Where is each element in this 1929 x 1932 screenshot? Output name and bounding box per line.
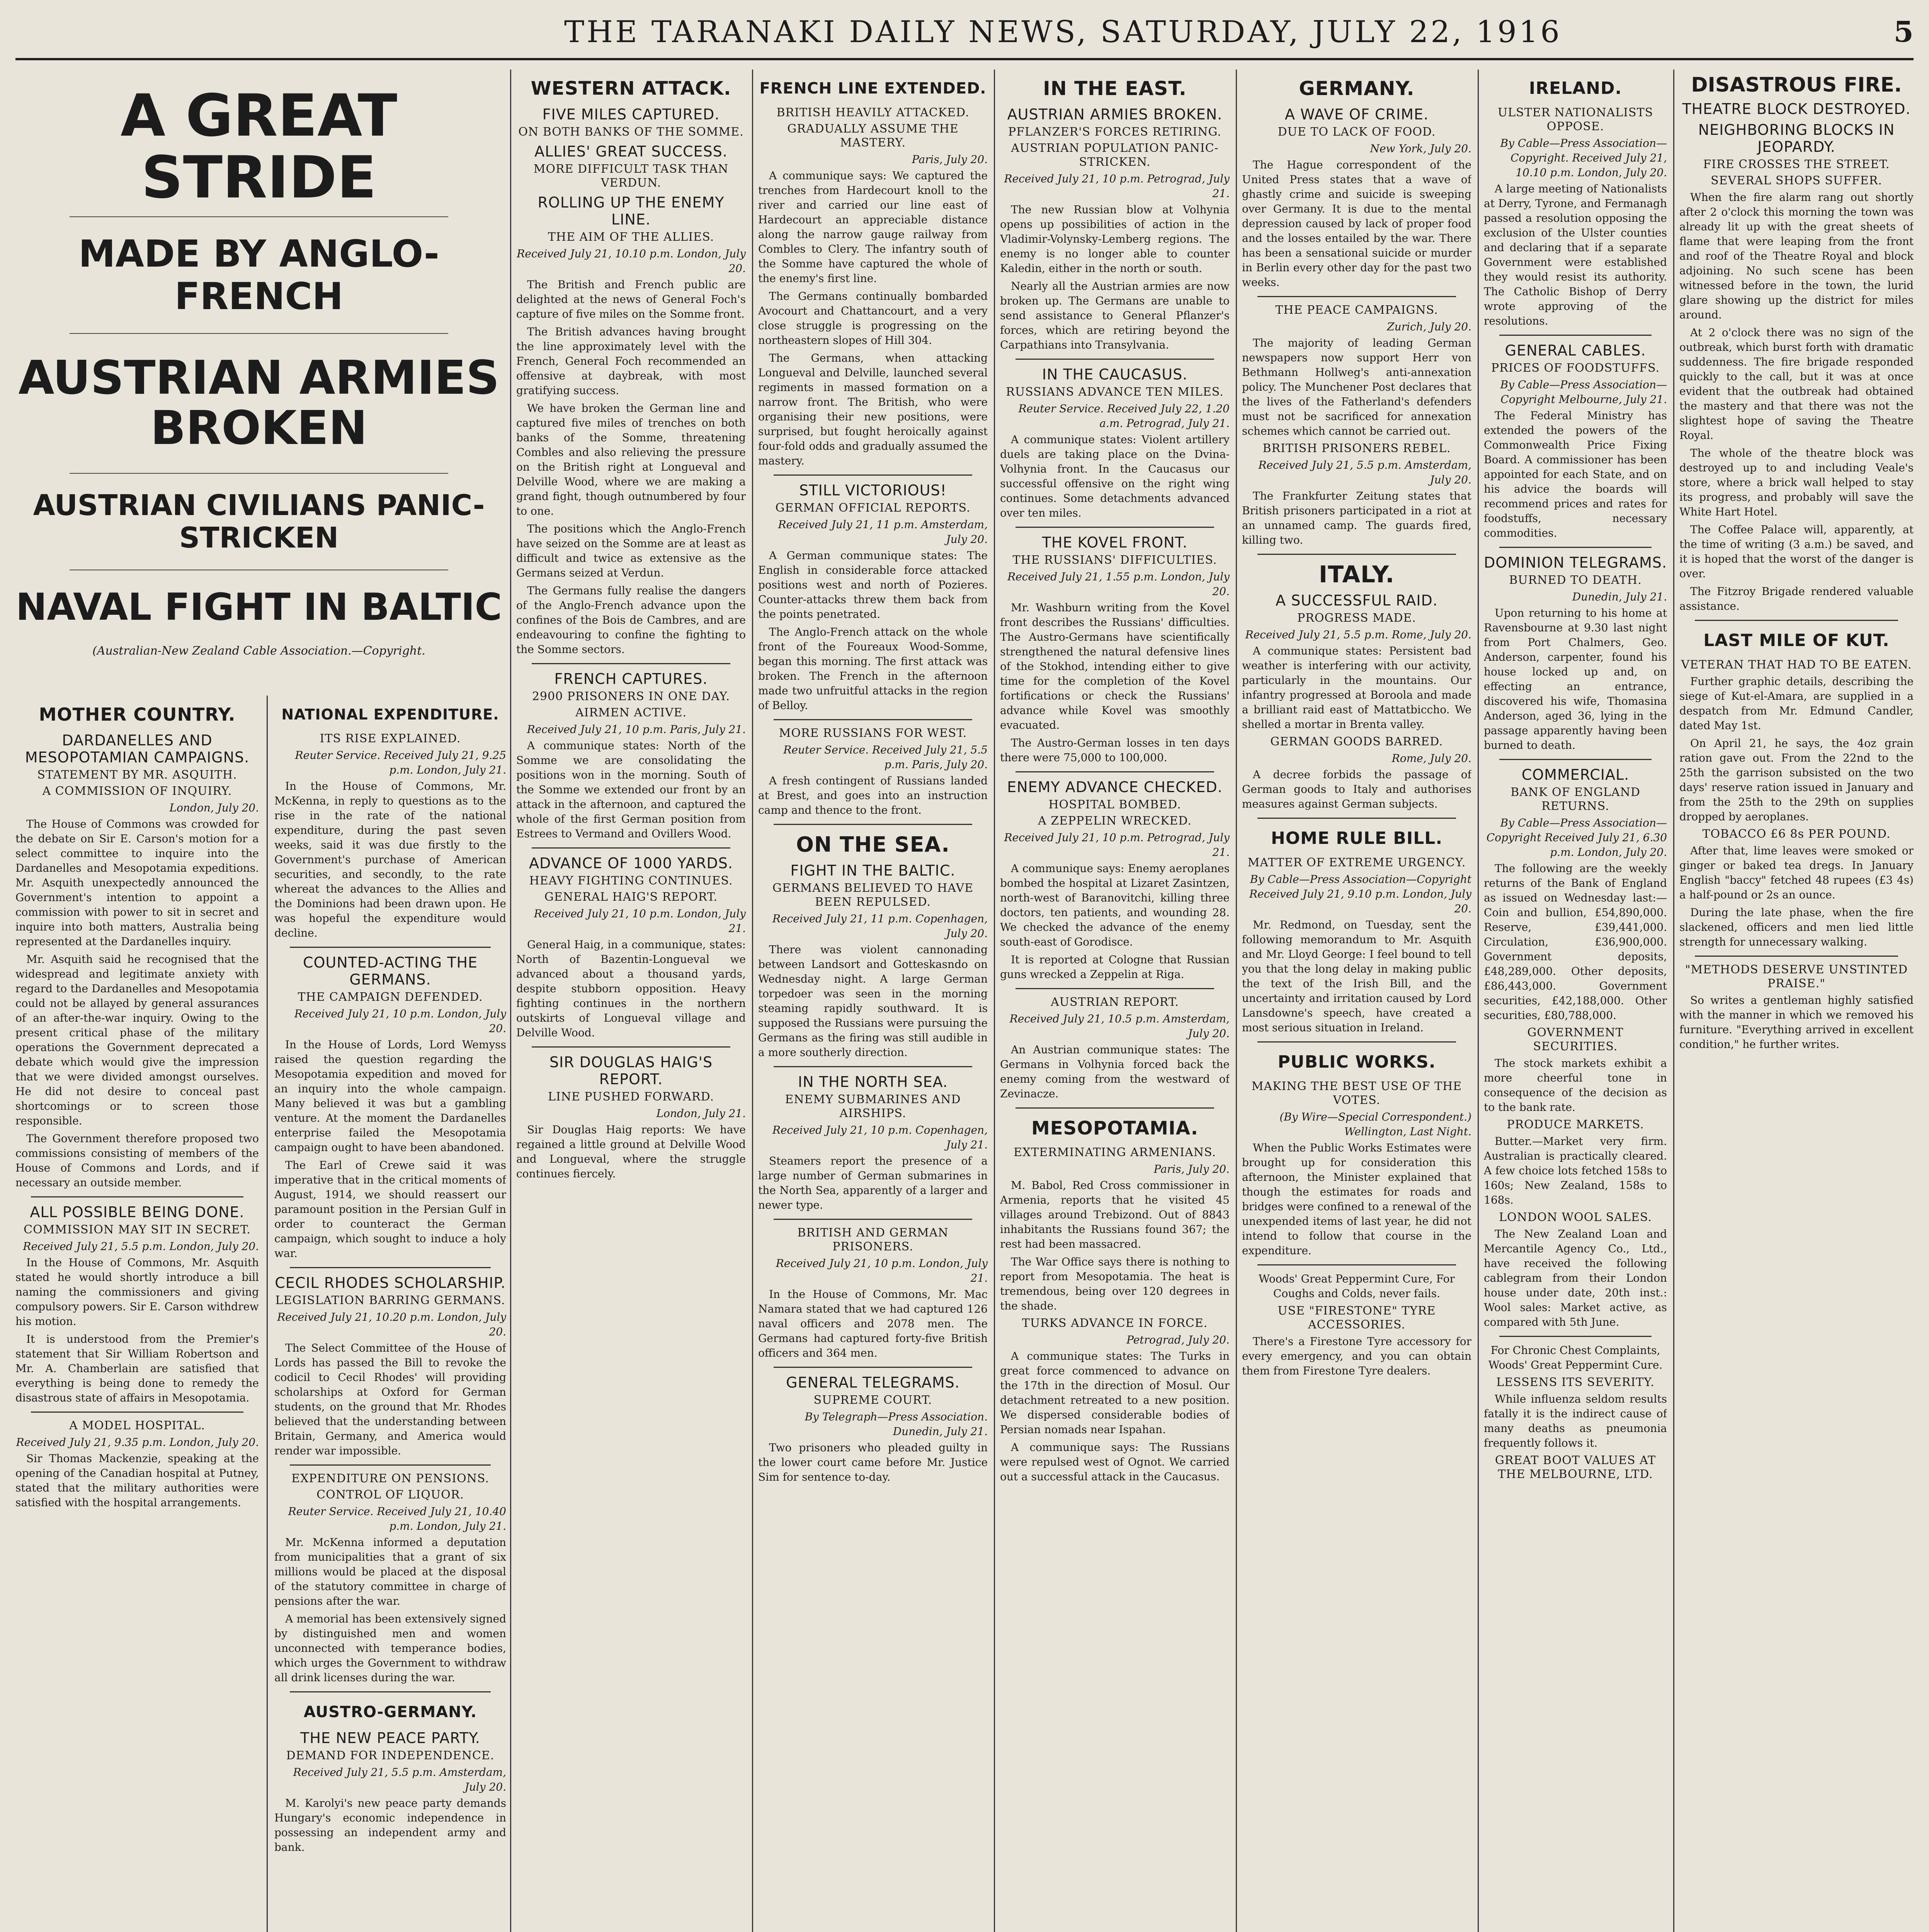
article-germany xyxy=(1242,70,1471,1932)
paragraph: M. Babol, Red Cross commissioner in Armenia, reports that he visited 45 villages around Trebizond. Out of 8843 inhabitants the Russians found 367; the rest had been massacred. xyxy=(1000,1179,1230,1250)
article-subheading: BRITISH AND GERMAN PRISONERS. xyxy=(797,1226,949,1253)
article-subheading: PRODUCE MARKETS. xyxy=(1507,1118,1644,1131)
article-subheading: GERMANS BELIEVED TO HAVE BEEN REPULSED. xyxy=(772,881,973,909)
paragraph: Butter.—Market very firm. Australian is practically cleared. A few choice lots fetched 158s to 160s; New Zealand, 158s to 168s. xyxy=(1484,1135,1667,1206)
article-subheading: RUSSIANS ADVANCE TEN MILES. xyxy=(1006,385,1224,399)
article-subheading: AUSTRIAN REPORT. xyxy=(1051,995,1179,1009)
paragraph: After that, lime leaves were smoked or ginger or baked tea dregs. In January English "baccy" fetched 48 rupees (£3 4s) a half-pound or 2s an ounce. xyxy=(1679,844,1914,901)
article-subheading: IN THE NORTH SEA. xyxy=(798,1073,948,1090)
dateline: New York, July 20. xyxy=(1370,142,1471,155)
paragraph: A communique says: The Russians were repulsed west of Ognot. We carried out a successful attack in the Caucasus. xyxy=(1000,1441,1230,1483)
column-rule xyxy=(994,70,995,1932)
article-subheading: GENERAL TELEGRAMS. xyxy=(786,1374,960,1391)
article-subheading: ALLIES' GREAT SUCCESS. xyxy=(534,143,728,160)
article-subheading: TURKS ADVANCE IN FORCE. xyxy=(1022,1316,1208,1330)
article-subheading: GERMAN GOODS BARRED. xyxy=(1270,735,1443,748)
dateline: Received July 21, 5.5 p.m. Amsterdam, July 20. xyxy=(1258,459,1471,486)
article-subheading: THE NEW PEACE PARTY. xyxy=(300,1730,480,1747)
paragraph: Upon returning to his home at Ravensbourne at 9.30 last night from Port Chalmers, Geo. Anderson, carpenter, found his house locked up and, on effecting an entrance, discovered his wife, Thomasina Anderson, aged 36, lying in the passage apparently having been burned to death. xyxy=(1484,607,1667,752)
paragraph: When the fire alarm rang out shortly after 2 o'clock this morning the town was already lit up with the great sheets of flame that were leaping from the front and roof of the Theatre Royal and block adjoining. No such scene has been witnessed before in the town, the lurid glare showing up the district for miles around. xyxy=(1679,191,1914,321)
article-subheading: GOVERNMENT SECURITIES. xyxy=(1527,1026,1624,1053)
paragraph: The Select Committee of the House of Lords has passed the Bill to revoke the codicil to Cecil Rhodes' will providing scholarships at Oxford for German students, on the ground that Mr. Rhodes believed that the understanding between Britain, Germany, and America would render war impossible. xyxy=(274,1342,506,1457)
paragraph: In the House of Commons, Mr. Asquith stated he would shortly introduce a bill naming the commissioners and giving compulsory powers. Sir E. Carson withdrew his motion. xyxy=(15,1256,259,1328)
article-subheading: THE PEACE CAMPAIGNS. xyxy=(1275,303,1438,317)
column-rule xyxy=(1478,70,1479,1932)
dateline: Received July 21, 11 p.m. Amsterdam, July 20. xyxy=(778,518,988,546)
article-subheading: MORE RUSSIANS FOR WEST. xyxy=(779,726,967,740)
article-subheading: COMMERCIAL. xyxy=(1521,766,1630,783)
section-heading: ON THE SEA. xyxy=(796,832,950,857)
dateline: Received July 21, 10 p.m. London, July 21. xyxy=(534,907,746,935)
paragraph: The Frankfurter Zeitung states that British prisoners participated in a riot at an unnamed camp. The guards fired, killing two. xyxy=(1242,490,1471,546)
headline-austrian-armies: AUSTRIAN ARMIES BROKEN xyxy=(18,351,500,455)
article-subheading: FRENCH CAPTURES. xyxy=(554,670,708,687)
article-disastrous-fire xyxy=(1679,70,1914,1932)
paragraph: We have broken the German line and captured five miles of trenches on both banks of the Somme, threatening Combles and also relieving the pressure on the British right at Longueval and Delville Wood, where we are making a grand fight, though outnumbered by four to one. xyxy=(516,402,746,517)
masthead xyxy=(15,12,1914,60)
paragraph: General Haig, in a communique, states: North of Bazentin-Longueval we advanced about a thousand yards, despite stubborn opposition. Heavy fighting continues in the northern outskirts of Longueval village and Delville Wood. xyxy=(516,938,746,1039)
article-subheading: DEMAND FOR INDEPENDENCE. xyxy=(286,1749,495,1762)
article-subheading: THE KOVEL FRONT. xyxy=(1042,534,1188,551)
article-subheading: THE CAMPAIGN DEFENDED. xyxy=(298,990,483,1004)
article-subheading: ENEMY SUBMARINES AND AIRSHIPS. xyxy=(785,1093,961,1120)
section-heading: PUBLIC WORKS. xyxy=(1277,1052,1436,1072)
dateline: Received July 21, 9.35 p.m. London, July 20. xyxy=(16,1436,259,1449)
headline-naval-fight: NAVAL FIGHT IN BALTIC xyxy=(15,585,502,629)
dateline: Received July 21, 10 p.m. London, July 21. xyxy=(776,1257,988,1284)
dateline: Petrograd, July 20. xyxy=(1126,1333,1230,1346)
paragraph: Sir Douglas Haig reports: We have regained a little ground at Delville Wood and Longueval, where the struggle continues fiercely. xyxy=(516,1123,746,1180)
article-subheading: PFLANZER'S FORCES RETIRING. xyxy=(1008,125,1221,139)
article-subheading: ON BOTH BANKS OF THE SOMME. xyxy=(518,125,744,139)
paragraph: A communique says: Enemy aeroplanes bombed the hospital at Lizaret Zasintzen, north-west of Baranovitchi, killing three doctors, ten patients, and wounding 28. We checked the advance of the enemy south-east of Gorodisce. xyxy=(1000,862,1230,948)
article-subheading: DARDANELLES AND MESOPOTAMIAN CAMPAIGNS. xyxy=(25,732,250,766)
article-subheading: EXTERMINATING ARMENIANS. xyxy=(1013,1146,1216,1159)
article-subheading: HEAVY FIGHTING CONTINUES. xyxy=(529,874,733,888)
divider xyxy=(774,1367,972,1368)
article-subheading: LEGISLATION BARRING GERMANS. xyxy=(275,1294,505,1307)
article-mother-country xyxy=(15,696,259,1932)
paragraph: Mr. Redmond, on Tuesday, sent the following memorandum to Mr. Asquith and Mr. Lloyd George: I feel bound to tell you that the long delay in making public the text of the Irish Bill, and the uncertainty and irritation caused by Lord Lansdowne's speech, have created a most serious situation in Ireland. xyxy=(1242,918,1471,1034)
divider xyxy=(1499,1336,1652,1337)
dateline: Received July 21, 1.55 p.m. London, July 20. xyxy=(1007,570,1230,598)
article-subheading: USE "FIRESTONE" TYRE ACCESSORIES. xyxy=(1277,1304,1436,1332)
paragraph: During the late phase, when the fire slackened, officers and men lied little strength for unnecessary walking. xyxy=(1679,906,1914,948)
article-subheading: ITS RISE EXPLAINED. xyxy=(320,732,461,745)
divider xyxy=(774,824,972,825)
article-national-expenditure xyxy=(274,696,506,1932)
paragraph: The Germans, when attacking Longueval and Delville, launched several regiments in massed formation on a narrow front. The British, who were organising their new positions, were surprised, but fought heroically against four-fold odds and gradually assumed the mastery. xyxy=(758,352,988,467)
article-subheading: DOMINION TELEGRAMS. xyxy=(1484,554,1667,571)
divider xyxy=(290,1267,491,1268)
paragraph: It is understood from the Premier's statement that Sir William Robertson and Mr. A. Chamberlain are satisfied that everything is being done to remedy the disastrous state of affairs in Mesopotamia. xyxy=(15,1333,259,1404)
divider xyxy=(1016,771,1214,772)
paragraph: The following are the weekly returns of the Bank of England as issued on Wednesday last:— Coin and bullion, £54,890,000. Reserve, £39,441,000. Circulation, £36,900,000. Government deposits, £48,289,000. Other deposits, £86,443,000. Government securities, £42,188,000. Other securities, £80,788,000. xyxy=(1484,862,1667,1022)
paragraph: The whole of the theatre block was destroyed up to and including Veale's store, where a brick wall helped to stay its progress, and probably will save the White Hart Hotel. xyxy=(1679,447,1914,518)
divider xyxy=(1695,956,1898,957)
article-subheading: FIGHT IN THE BALTIC. xyxy=(790,862,956,879)
article-subheading: MATTER OF EXTREME URGENCY. xyxy=(1247,856,1466,869)
divider xyxy=(774,1066,972,1067)
section-heading: GERMANY. xyxy=(1299,77,1415,100)
article-subheading: THE RUSSIANS' DIFFICULTIES. xyxy=(1012,553,1217,567)
dateline: Received July 21, 10.20 p.m. London, July 20. xyxy=(277,1311,506,1338)
paragraph: The British and French public are delighted at the news of General Foch's capture of five miles on the Somme front. xyxy=(516,278,746,320)
dateline: Received July 21, 10 p.m. Petrograd, July 21. xyxy=(1004,831,1230,859)
article-subheading: ENEMY ADVANCE CHECKED. xyxy=(1007,779,1223,796)
article-subheading: SEVERAL SHOPS SUFFER. xyxy=(1711,174,1882,187)
paragraph: A communique says: We captured the trenches from Hardecourt knoll to the river and carried our line east of Hardecourt an appreciable distance along the narrow gauge railway from Combles to Clery. The infantry south of the Somme have captured the whole of the enemy's first line. xyxy=(758,169,988,285)
dateline: (By Wire—Special Correspondent.) Wellington, Last Night. xyxy=(1279,1111,1471,1138)
paragraph: Mr. Asquith said he recognised that the widespread and legitimate anxiety with regard to the Dardanelles and Mesopotamia could not be allayed by general assurances of an after-the-war inquiry. Owing to the present critical phase of the military operations the Government deprecated a debate which would give the impression that we were divided amongst ourselves. He did not desire to conceal past shortcomings or to screen those responsible. xyxy=(15,953,259,1127)
paragraph: A decree forbids the passage of German goods to Italy and authorises measures against German subjects. xyxy=(1242,768,1471,810)
paragraph: The Coffee Palace will, apparently, at the time of writing (3 a.m.) be saved, and it is hoped that the worst of the danger is over. xyxy=(1679,523,1914,580)
dateline: Received July 21, 5.5 p.m. Amsterdam, July 20. xyxy=(293,1766,506,1793)
article-subheading: GENERAL HAIG'S REPORT. xyxy=(544,890,718,904)
paragraph: A communique states: Violent artillery duels are taking place on the Dvina-Volhynia front. In the Caucasus our successful offensive on the right wing continues. Some detachments advanced over ten miles. xyxy=(1000,433,1230,519)
page-number: 5 xyxy=(1893,15,1914,49)
article-subheading: GRADUALLY ASSUME THE MASTERY. xyxy=(787,122,959,150)
cable-credit: (Australian-New Zealand Cable Association.—Copyright. xyxy=(92,644,425,658)
dateline: Reuter Service. Received July 21, 9.25 p.m. London, July 21. xyxy=(295,749,506,776)
divider xyxy=(532,1046,730,1048)
article-subheading: FIVE MILES CAPTURED. xyxy=(542,106,720,123)
article-subheading: ADVANCE OF 1000 YARDS. xyxy=(529,855,733,872)
column-rule xyxy=(510,70,511,1932)
article-subheading: IN THE CAUCASUS. xyxy=(1042,366,1188,383)
divider xyxy=(1016,988,1214,989)
dateline: Paris, July 20. xyxy=(912,153,988,166)
article-subheading: GERMAN OFFICIAL REPORTS. xyxy=(775,501,971,515)
article-subheading: A WAVE OF CRIME. xyxy=(1284,106,1429,123)
article-subheading: NEIGHBORING BLOCKS IN JEOPARDY. xyxy=(1698,121,1895,155)
dateline: By Cable—Press Association—Copyright Received July 21, 6.30 p.m. London, July 20. xyxy=(1486,816,1667,859)
paragraph: A fresh contingent of Russians landed at Brest, and goes into an instruction camp and thence to the front. xyxy=(758,774,988,816)
dateline: Dunedin, July 21. xyxy=(1572,590,1667,603)
dateline: Received July 21, 10.5 p.m. Amsterdam, July 20. xyxy=(1009,1012,1230,1040)
advertisement: Woods' Great Peppermint Cure, For Coughs and Colds, never fails. xyxy=(1259,1272,1455,1300)
article-subheading: A SUCCESSFUL RAID. xyxy=(1276,592,1438,609)
divider xyxy=(290,1464,491,1466)
paragraph: The Germans fully realise the dangers of the Anglo-French advance upon the confines of the Bois de Cambres, and are endeavouring to confine the fighting to the Somme sectors. xyxy=(516,584,746,656)
paragraph: Further graphic details, describing the siege of Kut-el-Amara, are supplied in a despatch from Mr. Edmund Candler, dated May 1st. xyxy=(1679,675,1914,732)
divider xyxy=(1016,527,1214,528)
section-heading: WESTERN ATTACK. xyxy=(531,78,731,99)
paragraph: At 2 o'clock there was no sign of the outbreak, which burst forth with dramatic suddenness. The fire brigade responded quickly to the call, but it was at once evident that the outbreak had obtained the mastery and that there was not the slightest hope of saving the Theatre Royal. xyxy=(1679,326,1914,442)
paragraph: The House of Commons was crowded for the debate on Sir E. Carson's motion for a select committee to inquire into the Dardanelles and Mesopotamia expeditions. Mr. Asquith unexpectedly announced the Government's intention to appoint a commission with power to sit in secret and inquire into both matters, Australia being represented at the Dardanelles inquiry. xyxy=(15,818,259,948)
article-subheading: "METHODS DESERVE UNSTINTED PRAISE." xyxy=(1685,963,1908,990)
paragraph: A German communique states: The English in considerable force attacked positions west and north of Pozieres. Counter-attacks threw them back from the points penetrated. xyxy=(758,549,988,621)
article-subheading: A MODEL HOSPITAL. xyxy=(69,1419,205,1432)
paragraph: Mr. McKenna informed a deputation from municipalities that a grant of six millions would be placed at the disposal of the statutory committee in charge of pensions after the war. xyxy=(274,1536,506,1607)
dateline: Rome, July 20. xyxy=(1391,752,1471,765)
article-subheading: TOBACCO £6 8s PER POUND. xyxy=(1702,827,1891,841)
dateline: By Cable—Press Association—Copyright Melbourne, July 21. xyxy=(1500,378,1667,406)
divider xyxy=(1016,359,1214,360)
dateline: By Cable—Press Association—Copyright. Received July 21, 10.10 p.m. London, July 20. xyxy=(1500,137,1667,179)
section-heading: ITALY. xyxy=(1318,561,1395,588)
paragraph: Nearly all the Austrian armies are now broken up. The Germans are unable to send assistance to General Pflanzer's forces, which are retiring beyond the Carpathians into Transylvania. xyxy=(1000,280,1230,351)
dateline: By Telegraph—Press Association. Dunedin, July 21. xyxy=(805,1410,988,1438)
article-subheading: SIR DOUGLAS HAIG'S REPORT. xyxy=(549,1054,713,1088)
article-subheading: SUPREME COURT. xyxy=(813,1393,932,1407)
paragraph: A memorial has been extensively signed by distinguished men and women unconnected with temperance bodies, which urges the Government to withdraw all drink licenses during the war. xyxy=(274,1612,506,1684)
section-heading: MOTHER COUNTRY. xyxy=(39,704,236,725)
divider xyxy=(1257,1041,1456,1043)
paragraph: Steamers report the presence of a large number of German submarines in the North Sea, apparently of a larger and newer type. xyxy=(758,1155,988,1211)
article-ireland xyxy=(1484,70,1667,1932)
paragraph: The Anglo-French attack on the whole front of the Foureaux Wood-Somme, began this morning. The first attack was broken. The French in the afternoon made two unfruitful attacks in the region of Belloy. xyxy=(758,626,988,712)
divider xyxy=(70,333,448,334)
article-subheading: ALL POSSIBLE BEING DONE. xyxy=(30,1204,245,1221)
paragraph: So writes a gentleman highly satisfied with the manner in which we removed his furniture. "Everything arrived in excellent condition," he further writes. xyxy=(1679,994,1914,1051)
article-subheading: ROLLING UP THE ENEMY LINE. xyxy=(538,194,725,228)
section-heading: NATIONAL EXPENDITURE. xyxy=(281,706,499,723)
divider xyxy=(1257,818,1456,819)
paragraph: The Germans continually bombarded Avocourt and Chattancourt, and a very close struggle is progressing on the northeastern slopes of Hill 304. xyxy=(758,290,988,347)
section-heading: AUSTRO-GERMANY. xyxy=(303,1703,477,1721)
article-subheading: BURNED TO DEATH. xyxy=(1509,573,1642,587)
paragraph: The positions which the Anglo-French have seized on the Somme are at least as difficult and twice as extensive as the Germans seized at Verdun. xyxy=(516,522,746,579)
article-subheading: AIRMEN ACTIVE. xyxy=(575,706,687,719)
paragraph: An Austrian communique states: The Germans in Volhynia forced back the enemy coming from the westward of Zevinacze. xyxy=(1000,1043,1230,1100)
divider xyxy=(1695,620,1898,621)
divider xyxy=(70,473,448,474)
article-subheading: THE AIM OF THE ALLIES. xyxy=(548,230,714,244)
divider xyxy=(774,1219,972,1220)
paragraph: Two prisoners who pleaded guilty in the lower court came before Mr. Justice Sim for sentence to-day. xyxy=(758,1441,988,1483)
section-heading: MESOPOTAMIA. xyxy=(1031,1117,1198,1139)
paragraph: Sir Thomas Mackenzie, speaking at the opening of the Canadian hospital at Putney, stated that the military authorities were satisfied with the hospital arrangements. xyxy=(15,1452,259,1509)
article-subheading: ULSTER NATIONALISTS OPPOSE. xyxy=(1497,106,1653,133)
divider xyxy=(1499,759,1652,760)
article-subheading: GENERAL CABLES. xyxy=(1505,342,1646,359)
paragraph: The stock markets exhibit a more cheerful tone in consequence of the decision as to the bank rate. xyxy=(1484,1057,1667,1114)
article-subheading: BRITISH HEAVILY ATTACKED. xyxy=(776,106,970,119)
paragraph: A large meeting of Nationalists at Derry, Tyrone, and Fermanagh passed a resolution opposing the exclusion of the Ulster counties and declaring that if a separate Government were established they would resist its authority. The Catholic Bishop of Derry wrote approving of the resolutions. xyxy=(1484,182,1667,327)
article-subheading: AUSTRIAN POPULATION PANIC-STRICKEN. xyxy=(1011,141,1219,169)
dateline: Reuter Service. Received July 21, 10.40 p.m. London, July 21. xyxy=(288,1505,506,1532)
article-subheading: PRICES OF FOODSTUFFS. xyxy=(1491,361,1660,375)
dateline: London, July 21. xyxy=(656,1107,746,1120)
article-french-line xyxy=(758,70,988,1932)
dateline: Zurich, July 20. xyxy=(1387,320,1471,333)
dateline: Received July 21, 5.5 p.m. Rome, July 20. xyxy=(1245,628,1471,641)
article-subheading: MAKING THE BEST USE OF THE VOTES. xyxy=(1251,1080,1462,1107)
headline-civilians: AUSTRIAN CIVILIANS PANIC-STRICKEN xyxy=(33,489,485,554)
headline-great-stride: A GREAT STRIDE xyxy=(120,82,398,211)
paragraph: When the Public Works Estimates were brought up for consideration this afternoon, the Minister explained that though the estimates for roads and bridges were confined to a renewal of the unexpended items of last year, he did not intend to follow that course in the expenditure. xyxy=(1242,1141,1471,1257)
article-subheading: GREAT BOOT VALUES AT THE MELBOURNE, LTD. xyxy=(1495,1454,1656,1481)
divider xyxy=(1499,547,1652,548)
dateline: Reuter Service. Received July 22, 1.20 a.m. Petrograd, July 21. xyxy=(1018,402,1230,430)
article-subheading: FIRE CROSSES THE STREET. xyxy=(1703,158,1890,171)
divider xyxy=(1257,296,1456,297)
article-subheading: BRITISH PRISONERS REBEL. xyxy=(1262,442,1451,455)
divider xyxy=(70,216,448,217)
paragraph: In the House of Lords, Lord Wemyss raised the question regarding the Mesopotamia expedition and moved for an inquiry into the whole campaign. Many believed it was but a gambling venture. At the moment the Dardanelles enterprise failed the Mesopotamia campaign ought to have been abandoned. xyxy=(274,1038,506,1154)
paragraph: The majority of leading German newspapers now support Herr von Bethmann Hollweg's anti-annexation policy. The Munchener Post declares that the lives of the Fatherland's defenders must not be sacrificed for annexation schemes which cannot be carried out. xyxy=(1242,337,1471,437)
dateline: Received July 21, 10 p.m. Copenhagen, July 21. xyxy=(772,1124,988,1151)
article-subheading: CONTROL OF LIQUOR. xyxy=(316,1488,464,1502)
divider xyxy=(532,663,730,664)
divider xyxy=(1499,335,1652,336)
dateline: Received July 21, 10 p.m. Petrograd, July 21. xyxy=(1004,172,1230,200)
dateline: Received July 21, 10 p.m. London, July 20. xyxy=(294,1007,506,1035)
article-subheading: THEATRE BLOCK DESTROYED. xyxy=(1682,100,1911,117)
dateline: Reuter Service. Received July 21, 5.5 p.m. Paris, July 20. xyxy=(783,743,988,771)
paragraph: The Fitzroy Brigade rendered valuable assistance. xyxy=(1679,585,1914,612)
article-western-attack xyxy=(516,70,746,1932)
dateline: Received July 21, 10 p.m. Paris, July 21. xyxy=(527,723,746,736)
column-rule xyxy=(1236,70,1237,1932)
article-subheading: LONDON WOOL SALES. xyxy=(1499,1211,1652,1224)
paragraph: In the House of Commons, Mr. Mac Namara stated that we had captured 126 naval officers and 2078 men. The Germans had captured forty-five British officers and 364 men. xyxy=(758,1288,988,1359)
paragraph: In the House of Commons, Mr. McKenna, in reply to questions as to the rise in the rate of the national expenditure, during the past seven weeks, said it was due firstly to the Government's purchase of American securities, and secondly, to the rate whereat the advances to the Allies and the Dominions had been drawn upon. He was hopeful the expenditure would decline. xyxy=(274,780,506,939)
article-subheading: STATEMENT BY MR. ASQUITH. xyxy=(37,768,237,782)
article-subheading: AUSTRIAN ARMIES BROKEN. xyxy=(1007,106,1223,123)
headline-anglo-french: MADE BY ANGLO-FRENCH xyxy=(78,232,439,318)
advertisement: For Chronic Chest Complaints, Woods' Great Peppermint Cure. xyxy=(1488,1344,1663,1371)
paragraph: On April 21, he says, the 4oz grain ration gave out. From the 22nd to the 25th the garrison subsisted on the two days' reserve ration issued in January and from the 25th to the 29th on supplies dropped by aeroplanes. xyxy=(1679,737,1914,823)
dateline: Received July 21, 10.10 p.m. London, July 20. xyxy=(517,247,746,275)
divider xyxy=(31,1196,243,1197)
article-subheading: A COMMISSION OF INQUIRY. xyxy=(42,784,232,798)
divider xyxy=(31,1412,243,1413)
paragraph: The Hague correspondent of the United Press states that a wave of ghastly crime and suicide is sweeping over Germany. It is due to the mental depression caused by lack of proper food and the losses entailed by the war. There has been a sensational suicide or murder in Berlin every other day for the past two weeks. xyxy=(1242,158,1471,289)
section-heading: FRENCH LINE EXTENDED. xyxy=(759,80,987,97)
paragraph: There's a Firestone Tyre accessory for every emergency, and you can obtain them from Firestone Tyre dealers. xyxy=(1242,1335,1471,1377)
paragraph: The New Zealand Loan and Mercantile Agency Co., Ltd., have received the following cablegram from their London house under date, 20th inst.: Wool sales: Market active, as compared with 5th June. xyxy=(1484,1228,1667,1328)
column-rule xyxy=(752,70,753,1932)
article-subheading: LESSENS ITS SEVERITY. xyxy=(1496,1376,1655,1389)
paragraph: While influenza seldom results fatally it is the indirect cause of many deaths as pneumonia frequently follows it. xyxy=(1484,1393,1667,1449)
divider xyxy=(1257,1264,1456,1265)
article-subheading: MORE DIFFICULT TASK THAN VERDUN. xyxy=(533,162,729,190)
paragraph: Mr. Washburn writing from the Kovel front describes the Russians' difficulties. The Austro-Germans have scientifically strengthened the natural defensive lines of the Stokhod, intending either to give time for the completion of the Kovel fortifications or check the Russians' advance while Kovel was smoothly evacuated. xyxy=(1000,601,1230,731)
paragraph: A communique states: North of the Somme we are consolidating the positions won in the morning. South of the Somme we extended our front by an attack in the afternoon, and captured the whole of the first German position from Estrees to Vermand and Ovillers Wood. xyxy=(516,739,746,840)
section-heading: IRELAND. xyxy=(1529,78,1622,98)
divider xyxy=(1257,554,1456,555)
paragraph: A communique states: Persistent bad weather is interfering with our activity, particularly in the mountains. Our infantry progressed at Boroola and made a brilliant raid east of Mattatbiccho. We shelled a mortar in Brenta valley. xyxy=(1242,645,1471,731)
paragraph: The Government therefore proposed two commissions consisting of members of the House of Commons and Lords, and if necessary an outside member. xyxy=(15,1132,259,1189)
article-subheading: BANK OF ENGLAND RETURNS. xyxy=(1511,786,1640,813)
dateline: Received July 21, 11 p.m. Copenhagen, July 20. xyxy=(772,912,988,940)
article-subheading: HOSPITAL BOMBED. xyxy=(1048,798,1181,811)
lead-headlines xyxy=(15,70,502,688)
paragraph: The Earl of Crewe said it was imperative that in the critical moments of August, 1914, we should reassert our paramount position in the Persian Gulf in order to counteract the German campaign, which sought to induce a holy war. xyxy=(274,1159,506,1260)
paragraph: The Federal Ministry has extended the powers of the Commonwealth Price Fixing Board. A commissioner has been appointed for each State, and on his advice the boards will recommend prices and rates for foodstuffs, necessary commodities. xyxy=(1484,409,1667,539)
paragraph: The British advances having brought the line approximately level with the French, General Foch recommended an offensive at daybreak, with most gratifying success. xyxy=(516,325,746,397)
paragraph: The new Russian blow at Volhynia opens up possibilities of action in the Vladimir-Volynsky-Lemberg regions. The enemy is no longer able to counter Kaledin, either in the north or south. xyxy=(1000,203,1230,275)
divider xyxy=(532,847,730,849)
article-subheading: 2900 PRISONERS IN ONE DAY. xyxy=(532,690,730,703)
article-subheading: DUE TO LACK OF FOOD. xyxy=(1277,125,1436,139)
paragraph: The War Office says there is nothing to report from Mesopotamia. The heat is tremendous, being over 120 degrees in the shade. xyxy=(1000,1255,1230,1312)
article-subheading: COUNTED-ACTING THE GERMANS. xyxy=(303,954,478,988)
paragraph: M. Karolyi's new peace party demands Hungary's economic independence in possessing an independent army and bank. xyxy=(274,1797,506,1854)
article-subheading: CECIL RHODES SCHOLARSHIP. xyxy=(275,1274,506,1291)
article-subheading: VETERAN THAT HAD TO BE EATEN. xyxy=(1681,658,1912,672)
dateline: Received July 21, 5.5 p.m. London, July 20. xyxy=(23,1240,259,1253)
article-subheading: COMMISSION MAY SIT IN SECRET. xyxy=(24,1223,251,1236)
paragraph: It is reported at Cologne that Russian guns wrecked a Zeppelin at Riga. xyxy=(1000,953,1230,981)
masthead-title: THE TARANAKI DAILY NEWS, SATURDAY, JULY 22, 1916 xyxy=(564,15,1562,49)
section-heading: LAST MILE OF KUT. xyxy=(1703,631,1890,650)
article-subheading: EXPENDITURE ON PENSIONS. xyxy=(291,1472,489,1485)
section-heading: HOME RULE BILL. xyxy=(1271,828,1443,848)
paragraph: There was violent cannonading between Landsort and Gotteskasndo on Wednesday night. A large German torpedoer was seen in the morning steaming rapidly southward. It is supposed the Russians were pursuing the Germans as the firing was still audible in a more southerly direction. xyxy=(758,943,988,1059)
article-subheading: STILL VICTORIOUS! xyxy=(799,482,947,499)
dateline: London, July 20. xyxy=(169,801,259,814)
divider xyxy=(774,474,972,476)
dateline: By Cable—Press Association—Copyright Received July 21, 9.10 p.m. London, July 20. xyxy=(1249,873,1471,915)
column-rule xyxy=(1673,70,1674,1932)
article-subheading: LINE PUSHED FORWARD. xyxy=(548,1090,714,1104)
article-in-the-east xyxy=(1000,70,1230,1932)
column-rule xyxy=(267,696,268,1932)
dateline: Paris, July 20. xyxy=(1153,1163,1230,1175)
divider xyxy=(1016,1107,1214,1109)
divider xyxy=(774,719,972,720)
article-subheading: A ZEPPELIN WRECKED. xyxy=(1038,814,1192,828)
paragraph: A communique states: The Turks in great force commenced to advance on the 17th in the direction of Mosul. Our detachment retreated to a new position. We dispersed considerable bodies of Persian nomads near Ispahan. xyxy=(1000,1350,1230,1436)
paragraph: The Austro-German losses in ten days there were 75,000 to 100,000. xyxy=(1000,736,1230,764)
divider xyxy=(290,947,491,948)
section-heading: DISASTROUS FIRE. xyxy=(1691,73,1902,97)
section-heading: IN THE EAST. xyxy=(1043,77,1187,100)
divider xyxy=(290,1691,491,1692)
article-subheading: PROGRESS MADE. xyxy=(1297,611,1416,625)
